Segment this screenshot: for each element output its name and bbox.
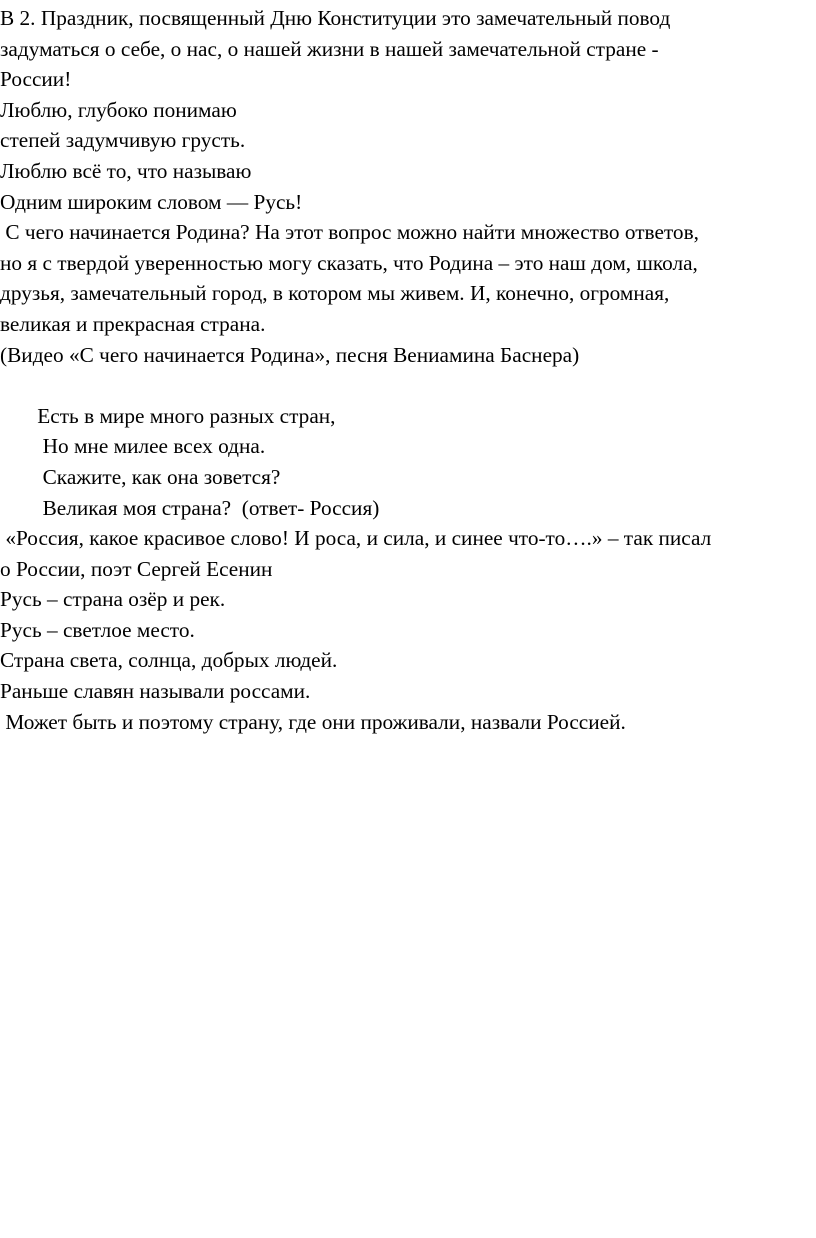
paragraph-line: Может быть и поэтому страну, где они проживали, назвали Россией.: [0, 709, 626, 734]
video-note-line: (Видео «С чего начинается Родина», песня Вениамина Баснера): [0, 342, 580, 367]
poem-line: Скажите, как она зовется?: [0, 464, 281, 489]
poem-line: Великая моя страна? (ответ- Россия): [0, 495, 380, 520]
poem-line: Люблю, глубоко понимаю: [0, 97, 237, 122]
paragraph-line: России!: [0, 67, 72, 92]
document-text: [0, 3, 816, 737]
poem-line: степей задумчивую грусть.: [0, 128, 246, 153]
paragraph-line: задуматься о себе, о нас, о нашей жизни в нашей замечательной стране -: [0, 36, 659, 61]
poem-line: Но мне милее всех одна.: [0, 434, 266, 459]
paragraph-line: но я с твердой уверенностью могу сказать, что Родина – это наш дом, школа,: [0, 250, 698, 275]
paragraph-line: Раньше славян называли россами.: [0, 679, 311, 704]
paragraph-line: Русь – светлое место.: [0, 617, 195, 642]
paragraph-line: великая и прекрасная страна.: [0, 311, 266, 336]
blank-line: [0, 370, 816, 401]
paragraph-line: В 2. Праздник, посвященный Дню Конституции это замечательный повод: [0, 6, 671, 30]
paragraph-line: друзья, замечательный город, в котором мы живем. И, конечно, огромная,: [0, 281, 670, 306]
paragraph-line: Русь – страна озёр и рек.: [0, 587, 226, 612]
poem-line: Люблю всё то, что называю: [0, 158, 252, 183]
poem-line: Есть в мире много разных стран,: [0, 403, 336, 428]
quote-line: о России, поэт Сергей Есенин: [0, 556, 273, 581]
quote-line: «Россия, какое красивое слово! И роса, и сила, и синее что-то….» – так писал: [0, 526, 712, 551]
paragraph-line: С чего начинается Родина? На этот вопрос можно найти множество ответов,: [0, 220, 699, 245]
poem-line: Одним широким словом — Русь!: [0, 189, 303, 214]
paragraph-line: Страна света, солнца, добрых людей.: [0, 648, 338, 673]
